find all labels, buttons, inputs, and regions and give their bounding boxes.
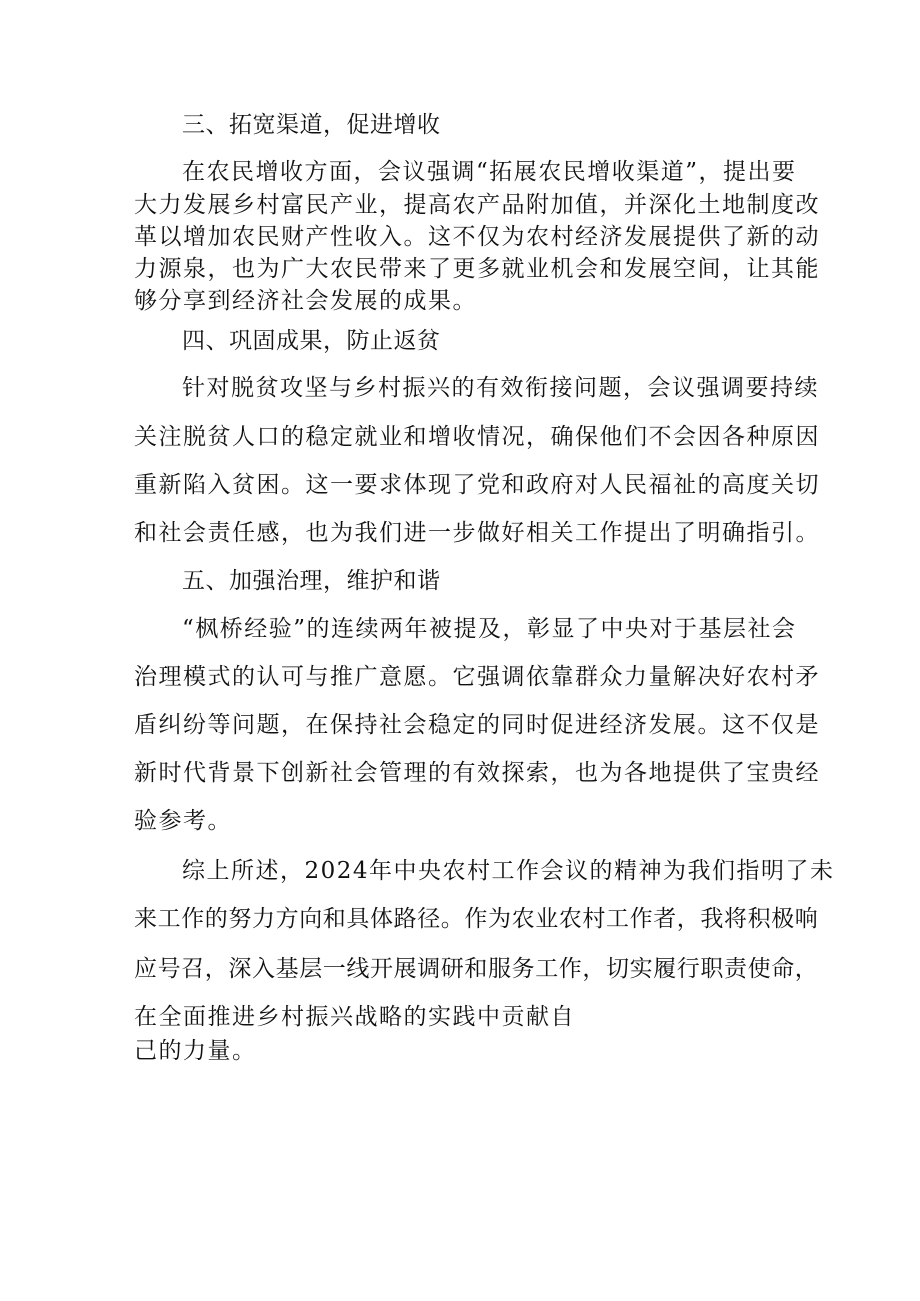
paragraph-line: 关注脱贫人口的稳定就业和增收情况，确保他们不会因各种原因 bbox=[134, 424, 820, 450]
paragraph-line: 验参考。 bbox=[134, 808, 232, 834]
paragraph-line: 和社会责任感，也为我们进一步做好相关工作提出了明确指引。 bbox=[134, 520, 820, 546]
paragraph-line: 治理模式的认可与推广意愿。它强调依靠群众力量解决好农村矛 bbox=[134, 664, 820, 690]
paragraph-line: 在农民增收方面，会议强调“拓展农民增收渠道”，提出要 bbox=[182, 159, 797, 185]
paragraph-line: 针对脱贫攻坚与乡村振兴的有效衔接问题，会议强调要持续 bbox=[182, 375, 819, 401]
paragraph-line: 重新陷入贫困。这一要求体现了党和政府对人民福祉的高度关切 bbox=[134, 472, 820, 498]
paragraph-line: 革以增加农民财产性收入。这不仅为农村经济发展提供了新的动 bbox=[134, 224, 820, 250]
conclusion-line: 综上所述，2024年中央农村工作会议的精神为我们指明了未 bbox=[182, 858, 835, 884]
conclusion-line: 己的力量。 bbox=[134, 1038, 257, 1064]
section-heading-3: 三、拓宽渠道，促进增收 bbox=[182, 112, 441, 138]
paragraph-line: 大力发展乡村富民产业，提高农产品附加值，并深化土地制度改 bbox=[134, 192, 820, 218]
paragraph-line: 够分享到经济社会发展的成果。 bbox=[134, 288, 477, 314]
section-heading-5: 五、加强治理，维护和谐 bbox=[182, 568, 441, 594]
conclusion-line: 应号召，深入基层一线开展调研和服务工作，切实履行职责使命， bbox=[134, 956, 819, 982]
section-heading-4: 四、巩固成果，防止返贫 bbox=[182, 328, 441, 354]
paragraph-line: 新时代背景下创新社会管理的有效探索，也为各地提供了宝贵经 bbox=[134, 760, 820, 786]
conclusion-line: 在全面推进乡村振兴战略的实践中贡献自 bbox=[134, 1004, 575, 1030]
paragraph-line: 盾纠纷等问题，在保持社会稳定的同时促进经济发展。这不仅是 bbox=[134, 712, 820, 738]
paragraph-line: “枫桥经验”的连续两年被提及，彰显了中央对于基层社会 bbox=[182, 616, 797, 642]
paragraph-line: 力源泉，也为广大农民带来了更多就业机会和发展空间，让其能 bbox=[134, 256, 820, 282]
conclusion-line: 来工作的努力方向和具体路径。作为农业农村工作者，我将积极响 bbox=[134, 906, 819, 932]
